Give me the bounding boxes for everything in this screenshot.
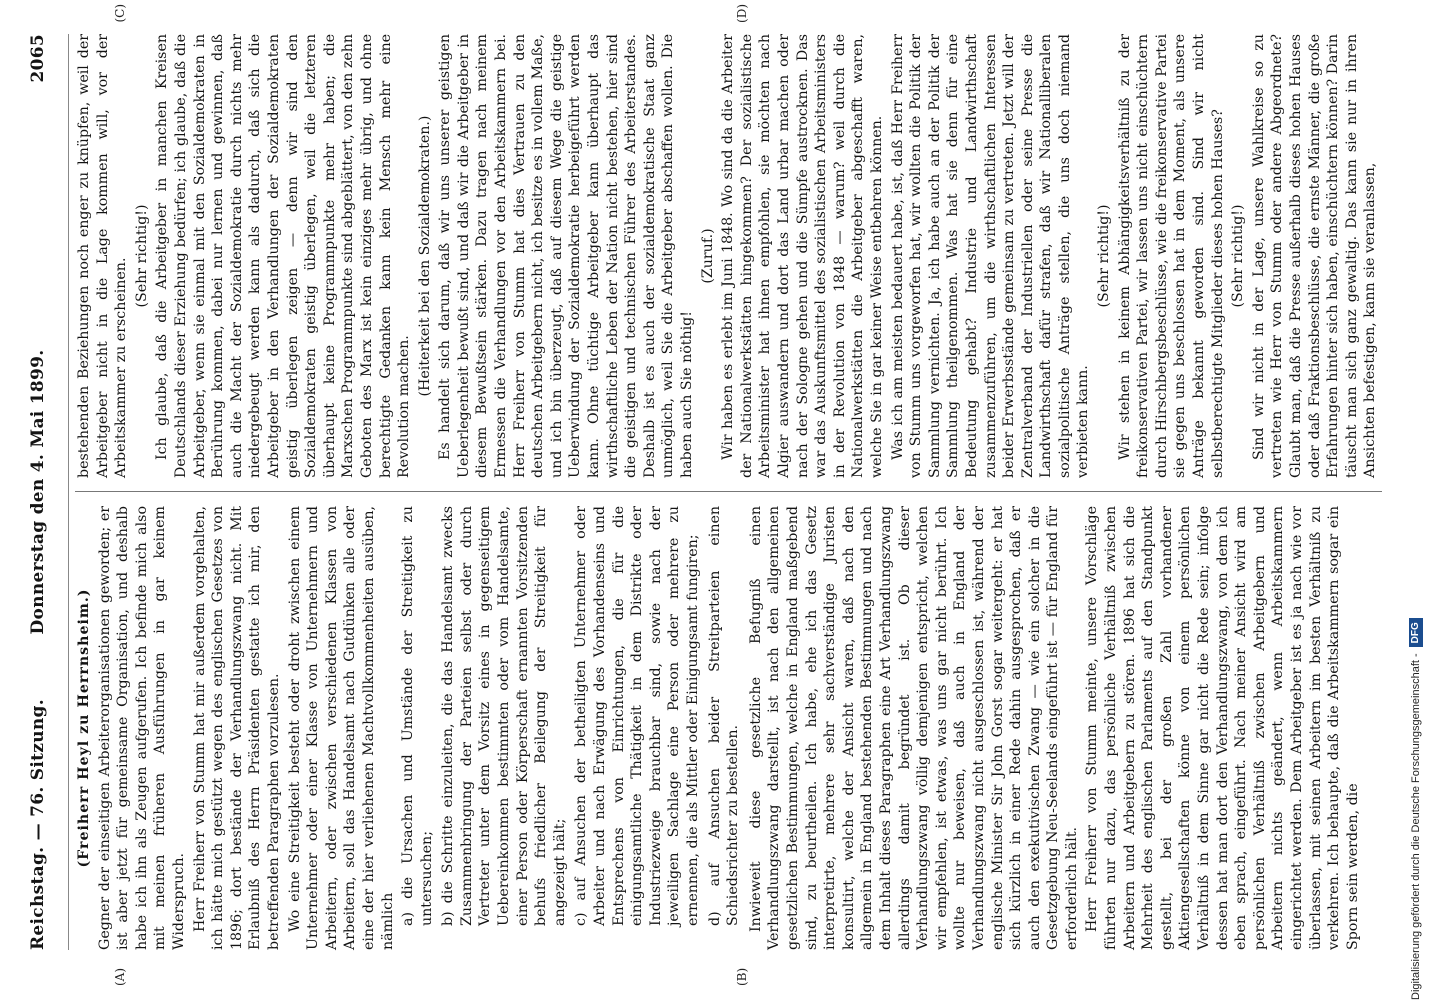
margin-mark-a: (A) (113, 967, 127, 986)
interjection: (Sehr richtig!) (1230, 204, 1247, 308)
right-column (75, 34, 1382, 478)
interjection: (Zuruf.) (699, 228, 716, 284)
funding-note (1406, 0, 1426, 1000)
interjection: (Sehr richtig!) (133, 204, 150, 308)
paragraph: Herr Freiherr von Stumm meinte, unsere Vorschläge führten nur dazu, das persönliche Verhältniß zwischen Arbeitern und Arbeitgebern zu stören. 1896 hat sich die Mehrheit des englischen Parlaments auf den Standpunkt gestellt, bei der großen Zahl vorhandener Aktiengesellschaften könne von einem persönlichen Verhältniß in dem Sinne gar nicht die Rede sein; infolge dessen hat man dort den Verhandlungszwang, von dem ich eben sprach, eingeführt. Nach meiner Ansicht wird am persönlichen Verhältniß zwischen Arbeitgebern und Arbeitern nichts geändert, wenn Arbeitskammern eingerichtet werden. Dem Arbeitgeber ist es ja nach wie vor überlassen, mit seinen Arbeitern im besten Verhältniß zu verkehren. Ich behaupte, daß die Arbeitskammern sogar ein Sporn sein werden, die (1084, 506, 1361, 950)
margin-mark-c: (C) (113, 4, 127, 23)
list-item: c) auf Ansuchen der betheiligten Unternehmer oder Arbeiter und nach Erwägung des Vorhandenseins und Entsprechens von Einrichtungen, die für die einigungsamtliche Thätigkeit in dem Distrikte oder Industriezweige brauchbar sind, sowie nach der jeweiligen Sachlage eine Person oder mehrere zu ernennen, die als Mittler oder Einigungsamt fungiren; (573, 506, 701, 926)
paragraph: Sind wir nicht in der Lage, unsere Wahlkreise so zu vertreten wie Herr von Stumm oder andere Abgeordnete? Glaubt man, daß die Presse außerhalb dieses hohen Hauses oder daß Fraktionsbeschlüsse, die ernste Männer, die große Erfahrungen hinter sich haben, einschüchtern können? Darin täuscht man sich ganz gewaltig. Das kann sie nur in ihren Ansichten befestigen, kann sie veranlassen, (1250, 34, 1379, 478)
paragraph: Inwieweit diese gesetzliche Befugniß einen Verhandlungszwang darstellt, ist nach den allgemeinen gesetzlichen Bestimmungen, welche in England maßgebend sind, zu beurtheilen. Ich habe, ehe ich das Gesetz interpretirte, mehrere sehr sachverständige Juristen konsultirt, welche der Ansicht waren, daß nach den allgemein in England bestehenden Bestimmungen und nach dem Inhalt dieses Paragraphen eine Art Verhandlungszwang allerdings damit begründet ist. Ob dieser Verhandlungszwang völlig demjenigen entspricht, welchen wir empfehlen, ist etwas, was uns gar nicht berührt. Ich wollte nur beweisen, daß auch in England der Verhandlungszwang nicht ausgeschlossen ist, während der englische Minister Sir John Gorst sogar weitergeht: er hat sich kürzlich in einer Rede dahin ausgesprochen, daß er auch den exekutivischen Zwang — wie ein solcher in die Gesetzgebung Neu-Seelands eingeführt ist — für England für erforderlich hält. (747, 506, 1080, 950)
list-item: b) die Schritte einzuleiten, die das Handelsamt zwecks Zusammenbringung der Parteien selbst oder durch Vertreter unter dem Vorsitz eines in gegenseitigem Uebereinkommen bestimmten oder vom Handelsamte, einer Person oder Körperschaft ernannten Vorsitzenden behufs friedlicher Beilegung der Streitigkeit für angezeigt hält; (440, 506, 568, 926)
header-session: Reichstag. — 76. Sitzung. (28, 699, 48, 950)
paragraph: Gegner der einseitigen Arbeiterorganisationen geworden; er ist aber jetzt für gemeinsame Organisation, und deshalb habe ich ihn als Zeugen aufgerufen. Ich befinde mich also mit meinen früheren Ausführungen in gar keinem Widerspruch. (96, 506, 187, 950)
text-columns (75, 4, 1382, 986)
list-item: d) auf Ansuchen beider Streitparteien einen Schiedsrichter zu bestellen. (706, 506, 742, 926)
paragraph: Es handelt sich darum, daß wir uns unserer geistigen Ueberlegenheit bewußt sind, und daß wir die Arbeitgeber in diesem Bewußtsein stärken. Dazu tragen nach meinem Ermessen die Verhandlungen vor den Arbeitskammern bei. Herr Freiherr von Stumm hat dies Vertrauen zu den deutschen Arbeitgebern nicht, ich besitze es in vollem Maße, und ich bin überzeugt, daß auf diesem Wege die geistige Ueberwindung der Sozialdemokratie herbeigeführt werden kann. Ohne tüchtige Arbeitgeber kann überhaupt das wirthschaftliche Leben der Nation nicht bestehen, hier sind die geistigen und technischen Führer des Arbeiterstandes. Deshalb ist es auch der sozialdemokratische Staat ganz unmöglich, weil Sie die Arbeitgeber abschaffen wollen. Die haben auch Sie nöthig! (437, 34, 695, 478)
page-header (28, 34, 69, 950)
margin-mark-d: (D) (735, 4, 749, 23)
header-date: Donnerstag den 4. Mai 1899. (28, 349, 48, 635)
funding-note-text: Digitalisierung gefördert durch die Deutsche Forschungsgemeinschaft - (1410, 653, 1422, 1000)
dfg-logo: DFG (1409, 618, 1423, 647)
paragraph: Herr Freiherr von Stumm hat mir außerdem vorgehalten, ich hätte mich gestützt wegen des englischen Gesetzes von 1896; dort bestände der Verhandlungszwang nicht. Mit Erlaubniß des Herrn Präsidenten gestatte ich mir, den betreffenden Paragraphen vorzulesen. (191, 506, 282, 950)
interjection: (Heiterkeit bei den Sozialdemokraten.) (416, 115, 433, 397)
speaker-name: (Freiherr Heyl zu Herrnsheim.) (76, 588, 92, 868)
column-divider (75, 491, 1382, 492)
quoted-list (399, 506, 743, 950)
page-number: 2065 (28, 34, 48, 83)
quoted-paragraph: Wo eine Streitigkeit besteht oder droht zwischen einem Unternehmer oder einer Klasse von Unternehmern und Arbeitern, oder zwischen verschiedenen Klassen von Arbeitern, soll das Handelsamt nach Gutdünken alle oder eine der hier verliehenen Machtvollkommenheiten ausüben, nämlich (286, 506, 396, 950)
list-item: a) die Ursachen und Umstände der Streitigkeit zu untersuchen; (400, 506, 435, 926)
paragraph: Was ich am meisten bedauert habe, ist, daß Herr Freiherr von Stumm uns vorgeworfen hat, wir wollten die Politik der Sammlung vernichten. Ja, ich habe auch an der Politik der Sammlung theilgenommen. Was hat sie denn für eine Bedeutung gehabt? Industrie und Landwirthschaft zusammenzuführen, um die wirthschaftlichen Interessen beider Erwerbsstände gemeinsam zu vertreten. Jetzt will der Zentralverband der Industriellen oder seine Presse die Landwirthschaft dafür strafen, daß wir Nationalliberalen sozialpolitische Anträge stellen, die uns doch niemand verbieten kann. (889, 34, 1092, 478)
paragraph: Wir stehen in keinem Abhängigkeitsverhältniß zu der freikonservativen Partei, wir lassen uns nicht einschüchtern durch Hirschbergsbeschlüsse, wie die freikonservative Partei sie gegen uns beschlossen hat in dem Moment, als unsere Anträge bekannt geworden sind. Sind wir nicht selbstberechtigte Mitglieder dieses hohen Hauses? (1116, 34, 1226, 478)
paragraph: Ich glaube, daß die Arbeitgeber in manchen Kreisen Deutschlands dieser Erziehung bedürfen; ich glaube, daß die Arbeitgeber, wenn sie einmal mit den Sozialdemokraten in Berührung kommen, dabei nur lernen und gewinnen, daß auch die Macht der Sozialdemokratie durch nichts mehr niedergebeugt werden kann als dadurch, daß sich die Arbeitgeber in den Verhandlungen der Sozialdemokraten geistig überlegen zeigen — denn wir sind den Sozialdemokraten geistig überlegen, weil die letzteren überhaupt keine Programmpunkte mehr haben; die Marxschen Programmpunkte sind abgeblättert, von den zehn Geboten des Marx ist kein einziges mehr übrig, und ohne berechtigte Gedanken kann kein Mensch mehr eine Revolution machen. (154, 34, 413, 478)
left-column (75, 506, 1382, 950)
interjection: (Sehr richtig!) (1096, 204, 1113, 308)
paragraph: bestehenden Beziehungen noch enger zu knüpfen, weil der Arbeitgeber nicht in die Lage kommen will, vor der Arbeitskammer zu erscheinen. (76, 34, 130, 478)
paragraph: Wir haben es erlebt im Juni 1848. Wo sind da die Arbeiter der Nationalwerkstätten hingekommen? Der sozialistische Arbeitsminister hat ihnen empfohlen, sie möchten nach Algier auswandern und dort das Land urbar machen oder nach der Sologne gehen und die Sümpfe austrocknen. Das war das Auskunftsmittel des sozialistischen Arbeitsministers in der Revolution von 1848 — warum? weil durch die Nationalwerkstätten die Arbeitgeber abgeschafft waren, welche Sie in gar keiner Weise entbehren können. (720, 34, 885, 478)
margin-mark-b: (B) (735, 967, 749, 986)
